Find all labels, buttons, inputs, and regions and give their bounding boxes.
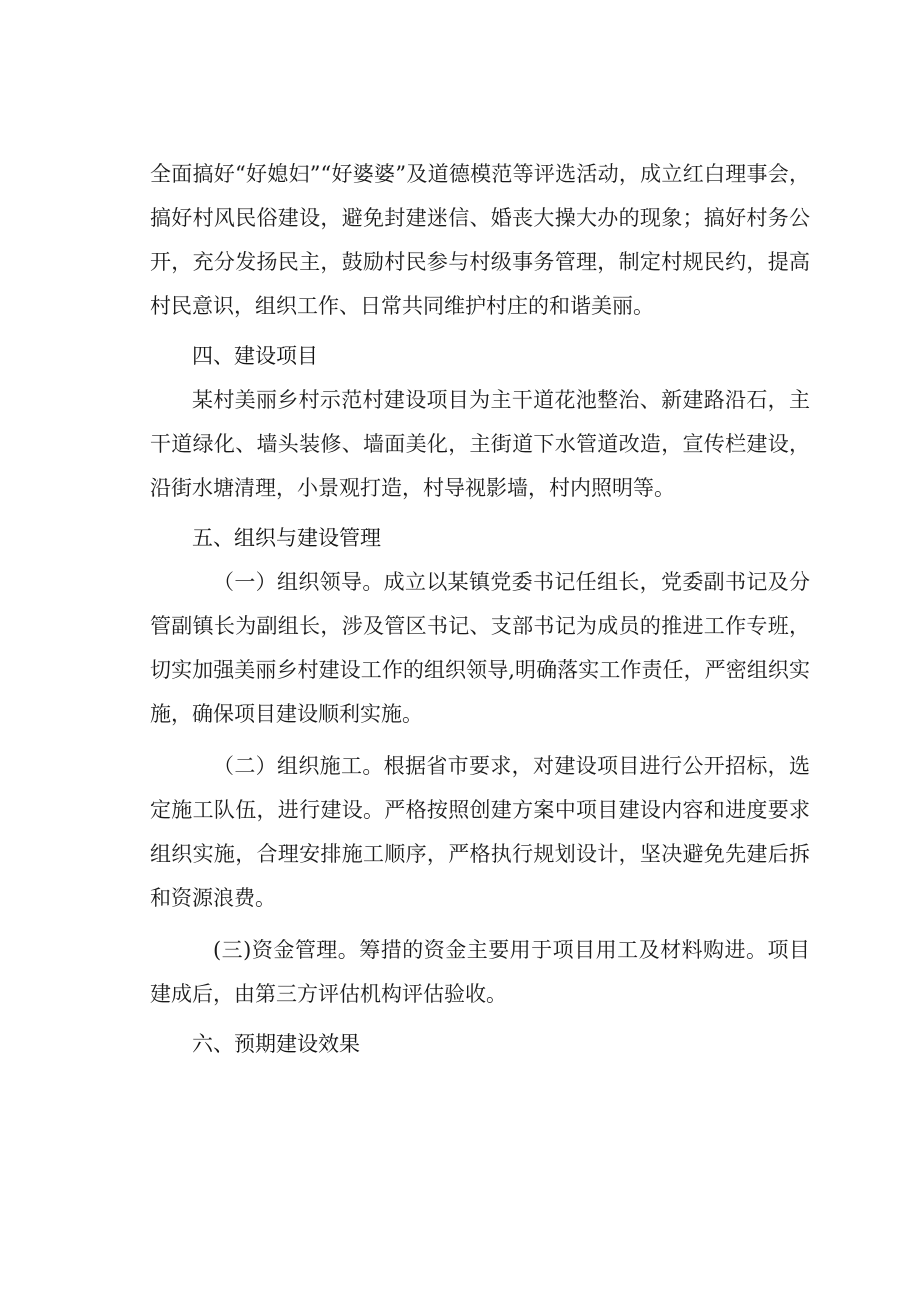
paragraph-funds-management: (三)资金管理。筹措的资金主要用于项目用工及材料购进。项目建成后，由第三方评估机构评估验收。 [150, 938, 810, 1006]
paragraph-gap [150, 736, 810, 744]
paragraph-intro: 全面搞好“好媳妇”“好婆婆”及道德模范等评选活动，成立红白理事会，搞好村风民俗建设，避免封建迷信、婚丧大操大办的现象；搞好村务公开，充分发扬民主，鼓励村民参与村级事务管理，制定村规民约，提高村民意识，组织工作、日常共同维护村庄的和谐美丽。 [150, 162, 810, 318]
paragraph-gap [150, 920, 810, 928]
section-heading-4: 四、建设项目 [192, 344, 318, 368]
document-body [150, 152, 810, 1066]
paragraph-projects: 某村美丽乡村示范村建设项目为主干道花池整治、新建路沿石，主干道绿化、墙头装修、墙面美化，主街道下水管道改造，宣传栏建设，沿街水塘清理，小景观打造，村导视影墙，村内照明等。 [150, 388, 810, 500]
paragraph-organization-construction: （二）组织施工。根据省市要求，对建设项目进行公开招标，选定施工队伍，进行建设。严格按照创建方案中项目建设内容和进度要求组织实施，合理安排施工顺序，严格执行规划设计，坚决避免先建后拆和资源浪费。 [150, 754, 810, 910]
section-heading-6: 六、预期建设效果 [192, 1032, 360, 1056]
paragraph-organization-leadership: （一）组织领导。成立以某镇党委书记任组长，党委副书记及分管副镇长为副组长，涉及管区书记、支部书记为成员的推进工作专班，切实加强美丽乡村建设工作的组织领导,明确落实工作责任，严密组织实施，确保项目建设顺利实施。 [150, 570, 810, 726]
section-heading-5: 五、组织与建设管理 [192, 526, 381, 550]
